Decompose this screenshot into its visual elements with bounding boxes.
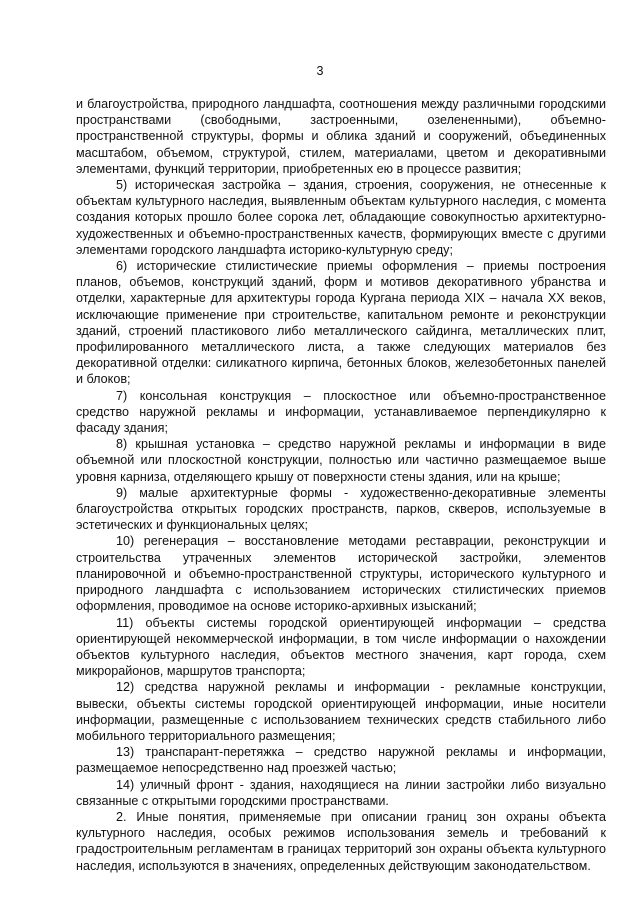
paragraph-historic-style-techniques: 6) исторические стилистические приемы оформления – приемы построения планов, объемов, конструкций зданий, форм и мотивов декоративного убранства и отделки, характерные для архитектуры города Кургана периода XIX – начала XX веков, исключающие применение при строительстве, капитальном ремонте и реконструкции зданий, строений пластикового либо металлического сайдинга, металлических плит, профилированного металлического листа, а также следующих материалов без декоративной отделки: силикатного кирпича, бетонных блоков, железобетонных панелей и блоков; [76,259,606,387]
paragraph-banner-stretch: 13) транспарант-перетяжка – средство наружной рекламы и информации, размещаемое непосредственно над проезжей частью; [76,745,606,776]
paragraph-console-structure: 7) консольная конструкция – плоскостное или объемно-пространственное средство наружной рекламы и информации, устанавливаемое перпендикулярно к фасаду здания; [76,388,606,436]
paragraph-orientation-information: 11) объекты системы городской ориентирующей информации – средства ориентирующей некоммерческой информации, в том числе информации о нахождении объектов культурного наследия, объектов местного значения, карт города, схем микрорайонов, маршрутов транспорта; [76,615,606,679]
paragraph-small-architectural-forms: 9) малые архитектурные формы - художественно-декоративные элементы благоустройства открытых городских пространств, парков, скверов, используемые в эстетических и функциональных целях; [76,485,606,533]
paragraph-continuation: и благоустройства, природного ландшафта, соотношения между различными городскими пространствами (свободными, застроенными, озелененными), объемно-пространственной структуры, формы и облика зданий и сооружений, объединенных масштабом, объемом, структурой, стилем, материалами, цветом и декоративными элементами, функций территории, приобретенных ею в процессе развития; [76,97,606,176]
document-body [76,96,606,874]
paragraph-roof-installation: 8) крышная установка – средство наружной рекламы и информации в виде объемной или плоскостной конструкции, полностью или частично размещаемое выше уровня карниза, отделяющего крышу от поверхности стены здания, или на крыше; [76,437,606,484]
page-number: 3 [316,64,324,78]
paragraph-street-front: 14) уличный фронт - здания, находящиеся на линии застройки либо визуально связанные с открытыми городскими пространствами. [76,777,606,808]
paragraph-regeneration: 10) регенерация – восстановление методами реставрации, реконструкции и строительства утраченных элементов исторической застройки, элементов планировочной и объемно-пространственной структуры, исторического культурного и природного ландшафта с использованием исторических стилистических приемов оформления, проводимое на основе историко-архивных изысканий; [76,534,606,614]
paragraph-historic-buildings: 5) историческая застройка – здания, строения, сооружения, не отнесенные к объектам культурного наследия, выявленным объектам культурного наследия, с момента создания которых прошло более сорока лет, обладающие совокупностью архитектурно-художественных и объемно-пространственных качеств, формирующих вместе с другими элементами городского ландшафта историко-культурную среду; [76,178,606,257]
paragraph-other-terms: 2. Иные понятия, применяемые при описании границ зон охраны объекта культурного наследия, особых режимов использования земель и требований к градостроительным регламентам в границах территорий зон охраны объекта культурного наследия, используются в значениях, определенных действующим законодательством. [76,809,606,873]
paragraph-outdoor-advertising: 12) средства наружной рекламы и информации - рекламные конструкции, вывески, объекты системы городской ориентирующей информации, иные носители информации, размещенные с использованием технических средств стабильного либо мобильного территориального размещения; [76,680,606,743]
